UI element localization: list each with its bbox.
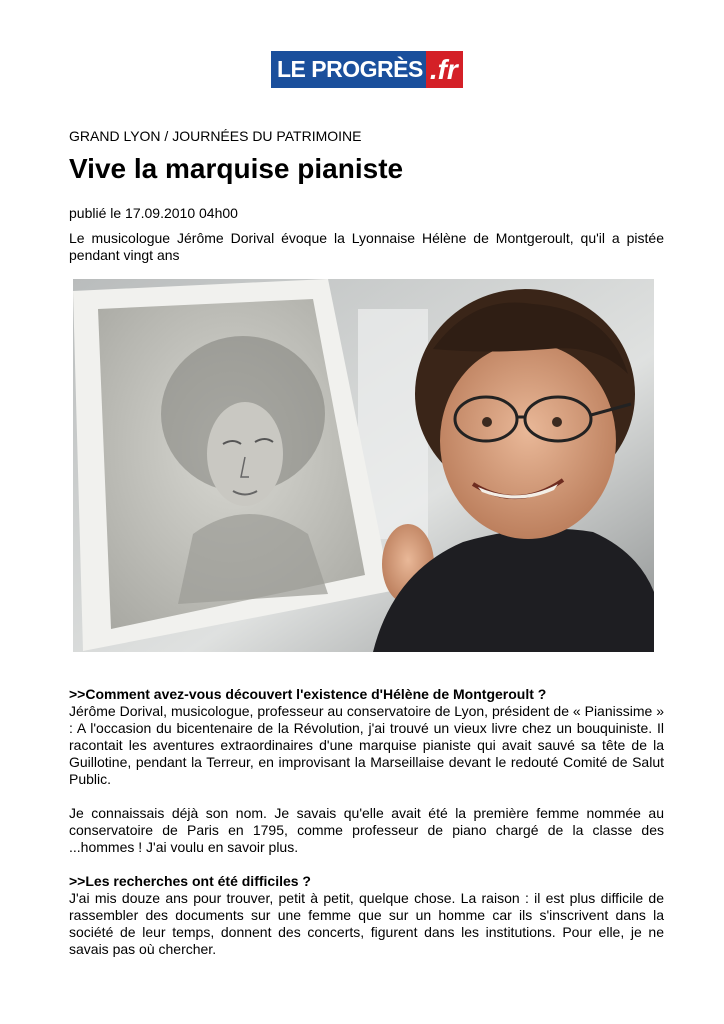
interview-question: >>Comment avez-vous découvert l'existence d'Hélène de Montgeroult ? [69, 686, 547, 702]
photo-illustration [73, 279, 654, 652]
answer-paragraph: J'ai mis douze ans pour trouver, petit à petit, quelque chose. La raison : il est plus difficile de rassembler des documents sur une femme que sur un homme car ils s'inscrivent dans la société de leur temps, donnent des concerts, figurent dans les institutions. Pour elle, je ne savais pas où chercher. [69, 890, 664, 957]
article-title: Vive la marquise pianiste [69, 153, 404, 184]
article-photo [73, 279, 654, 652]
logo-brand: LE PROGRÈS [277, 56, 423, 82]
answer-paragraph: Je connaissais déjà son nom. Je savais qu'elle avait été la première femme nommée au conservatoire de Paris en 1795, comme professeur de piano chargé de la classe des ...hommes ! J'ai voulu en savoir plus. [69, 805, 664, 855]
answer-paragraph: Jérôme Dorival, musicologue, professeur au conservatoire de Lyon, président de « Pianissime » : A l'occasion du bicentenaire de la Révolution, j'ai trouvé un vieux livre chez un bouquiniste. Il racontait les aventures extraordinaires d'une marquise pianiste qui avait sauvé sa tête de la Guillotine, pendant la Terreur, en improvisant la Marseillaise devant le redouté Comité de Salut Public. [69, 703, 664, 787]
interview-question: >>Les recherches ont été difficiles ? [69, 873, 311, 889]
logo-domain: .fr [426, 51, 463, 88]
publication-date: publié le 17.09.2010 04h00 [69, 205, 238, 221]
article-rubric: GRAND LYON / JOURNÉES DU PATRIMOINE [69, 128, 362, 144]
masthead-logo [271, 51, 462, 88]
article-body [69, 686, 664, 958]
article-lead: Le musicologue Jérôme Dorival évoque la Lyonnaise Hélène de Montgeroult, qu'il a pistée pendant vingt ans [69, 230, 664, 263]
